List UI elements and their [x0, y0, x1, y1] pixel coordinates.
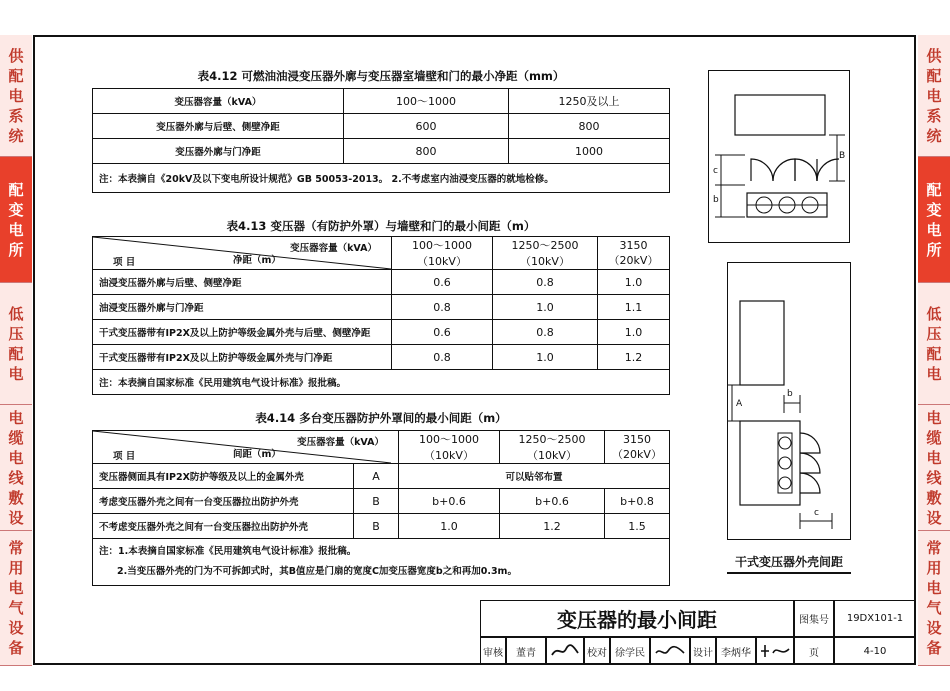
table-cell: 变压器侧面具有IP2X防护等级及以上的金属外壳 — [93, 464, 354, 489]
corner-bottom-label: 项 目 — [113, 257, 136, 268]
table-cell: 0.8 — [392, 345, 493, 370]
table3-note-2: 2.当变压器外壳的门为不可拆卸式时，其B值应是门扇的宽度C加变压器宽度b之和再加0.3m。 — [117, 566, 517, 577]
table-header-cell: 100～1000（10kV） — [392, 237, 493, 270]
table-cell: 油浸变压器外廓与门净距 — [93, 295, 392, 320]
table-cell: 600 — [344, 114, 509, 139]
table-row — [93, 514, 670, 539]
design-label: 设计 — [690, 637, 716, 665]
corner-bottom-label: 项 目 — [113, 451, 136, 462]
tab-label: 低压配电 — [926, 304, 942, 383]
drawing-title: 变压器的最小间距 — [480, 600, 794, 637]
tab-label: 低压配电 — [8, 304, 24, 383]
table-cell: 1.0 — [399, 514, 500, 539]
table-cell: 1.1 — [598, 295, 670, 320]
right-tab-power-system[interactable] — [918, 35, 950, 157]
table-row — [93, 370, 670, 395]
review-label: 审核 — [480, 637, 506, 665]
tab-label: 常用电气设备 — [926, 539, 942, 657]
reviewer-signature — [546, 637, 584, 665]
check-label: 校对 — [584, 637, 610, 665]
tab-label: 供配电系统 — [926, 46, 942, 145]
table-row — [93, 295, 670, 320]
table-cell: 800 — [344, 139, 509, 164]
dim-label-c: c — [713, 166, 718, 176]
table3 — [92, 430, 670, 586]
dim-label-B: B — [839, 151, 846, 161]
table3-title: 表4.14 多台变压器防护外罩间的最小间距（m） — [255, 411, 507, 425]
table-header-cell: 变压器容量（kVA） — [93, 89, 344, 114]
table-header-cell: 100～1000 — [344, 89, 509, 114]
table-cell: 可以贴邻布置 — [399, 464, 670, 489]
left-tab-cable-laying[interactable] — [0, 405, 32, 531]
table2-corner-cell — [93, 237, 392, 270]
table-row — [93, 489, 670, 514]
dim-label-A: A — [736, 399, 743, 409]
table-cell: b+0.6 — [500, 489, 605, 514]
table-row — [93, 237, 670, 270]
transformer-room-diagram — [708, 70, 850, 243]
title-block — [480, 600, 916, 665]
table-cell: 1000 — [509, 139, 670, 164]
table1-title: 表4.12 可燃油油浸变压器外廓与变压器室墙壁和门的最小净距（mm） — [197, 69, 565, 83]
tab-label: 电缆电线敷设 — [8, 408, 24, 527]
table-row — [93, 464, 670, 489]
corner-top-label: 变压器容量（kVA） — [297, 437, 384, 448]
tab-label: 配变电所 — [8, 180, 24, 259]
tab-label: 供配电系统 — [8, 46, 24, 145]
table-row — [93, 539, 670, 586]
table-cell: 0.6 — [392, 270, 493, 295]
table2 — [92, 236, 670, 395]
dry-transformer-drawing — [728, 263, 850, 539]
page-label: 页 — [794, 637, 834, 665]
table-header-cell: 1250～2500（10kV） — [493, 237, 598, 270]
table3-notes — [93, 539, 670, 586]
table-header-cell: 1250～2500（10kV） — [500, 431, 605, 464]
table-cell: 变压器外廓与门净距 — [93, 139, 344, 164]
tab-label: 配变电所 — [926, 180, 942, 259]
table3-note-1: 注：1.本表摘自国家标准《民用建筑电气设计标准》报批稿。 — [99, 546, 357, 557]
corner-mid-label: 间距（m） — [233, 449, 281, 460]
table3-corner-cell — [93, 431, 399, 464]
table-row — [93, 431, 670, 464]
table-row — [93, 114, 670, 139]
corner-top-label: 变压器容量（kVA） — [290, 243, 377, 254]
dim-label-c: c — [814, 508, 819, 518]
table-cell: 1.0 — [598, 320, 670, 345]
table-header-cell: 1250及以上 — [509, 89, 670, 114]
table-cell: B — [354, 489, 399, 514]
table-row — [93, 320, 670, 345]
reviewer-name: 董青 — [506, 637, 546, 665]
table2-title: 表4.13 变压器（有防护外罩）与墙壁和门的最小间距（m） — [226, 219, 536, 233]
table-cell: 1.5 — [605, 514, 670, 539]
dry-transformer-diagram — [727, 262, 851, 540]
atlas-number: 19DX101-1 — [834, 600, 916, 637]
table-cell: 0.6 — [392, 320, 493, 345]
left-tab-lv-distribution[interactable] — [0, 283, 32, 405]
table1 — [92, 88, 670, 193]
table-row — [93, 345, 670, 370]
table-cell: B — [354, 514, 399, 539]
table-cell: 800 — [509, 114, 670, 139]
table-cell: 0.8 — [392, 295, 493, 320]
table-cell: b+0.6 — [399, 489, 500, 514]
transformer-room-drawing — [709, 71, 849, 242]
left-tab-power-system[interactable] — [0, 35, 32, 157]
table-row — [93, 270, 670, 295]
checker-signature — [650, 637, 690, 665]
atlas-label: 图集号 — [794, 600, 834, 637]
table-cell: 0.8 — [493, 320, 598, 345]
right-tab-substation[interactable] — [918, 157, 950, 283]
right-tab-cable-laying[interactable] — [918, 405, 950, 531]
page-number: 4-10 — [834, 637, 916, 665]
table-cell: 0.8 — [493, 270, 598, 295]
corner-mid-label: 净距（m） — [233, 255, 281, 266]
designer-name: 李炳华 — [716, 637, 756, 665]
table-cell: 1.2 — [500, 514, 605, 539]
dim-label-b-small: b — [713, 195, 719, 205]
table-cell: 1.0 — [493, 345, 598, 370]
table-cell: 1.2 — [598, 345, 670, 370]
table-header-cell: 3150（20kV） — [605, 431, 670, 464]
table-row — [93, 164, 670, 193]
table-cell: 1.0 — [493, 295, 598, 320]
tab-label: 电缆电线敷设 — [926, 408, 942, 527]
table-cell: 考虑变压器外壳之间有一台变压器拉出防护外壳 — [93, 489, 354, 514]
table-cell: 干式变压器带有IP2X及以上防护等级金属外壳与后壁、侧壁净距 — [93, 320, 392, 345]
diagram-caption: 干式变压器外壳间距 — [727, 553, 851, 574]
checker-name: 徐学民 — [610, 637, 650, 665]
right-tab-lv-distribution[interactable] — [918, 283, 950, 405]
left-tab-electrical-equipment[interactable] — [0, 531, 32, 666]
table-cell: 不考虑变压器外壳之间有一台变压器拉出防护外壳 — [93, 514, 354, 539]
table1-note: 注：本表摘自《20kV及以下变电所设计规范》GB 50053-2013。 2.不考虑室内油浸变压器的就地检修。 — [93, 164, 670, 193]
table-cell: A — [354, 464, 399, 489]
table-cell: 油浸变压器外廓与后壁、侧壁净距 — [93, 270, 392, 295]
right-tab-electrical-equipment[interactable] — [918, 531, 950, 666]
table-cell: 1.0 — [598, 270, 670, 295]
table-row — [93, 89, 670, 114]
designer-signature — [756, 637, 794, 665]
dim-label-b: b — [787, 389, 793, 399]
table2-note: 注：本表摘自国家标准《民用建筑电气设计标准》报批稿。 — [93, 370, 670, 395]
tab-label: 常用电气设备 — [8, 539, 24, 657]
table-cell: 干式变压器带有IP2X及以上防护等级金属外壳与门净距 — [93, 345, 392, 370]
table-cell: b+0.8 — [605, 489, 670, 514]
table-row — [93, 139, 670, 164]
table-header-cell: 3150（20kV） — [598, 237, 670, 270]
table-header-cell: 100～1000（10kV） — [399, 431, 500, 464]
table-cell: 变压器外廓与后壁、侧壁净距 — [93, 114, 344, 139]
left-tab-substation[interactable] — [0, 157, 32, 283]
